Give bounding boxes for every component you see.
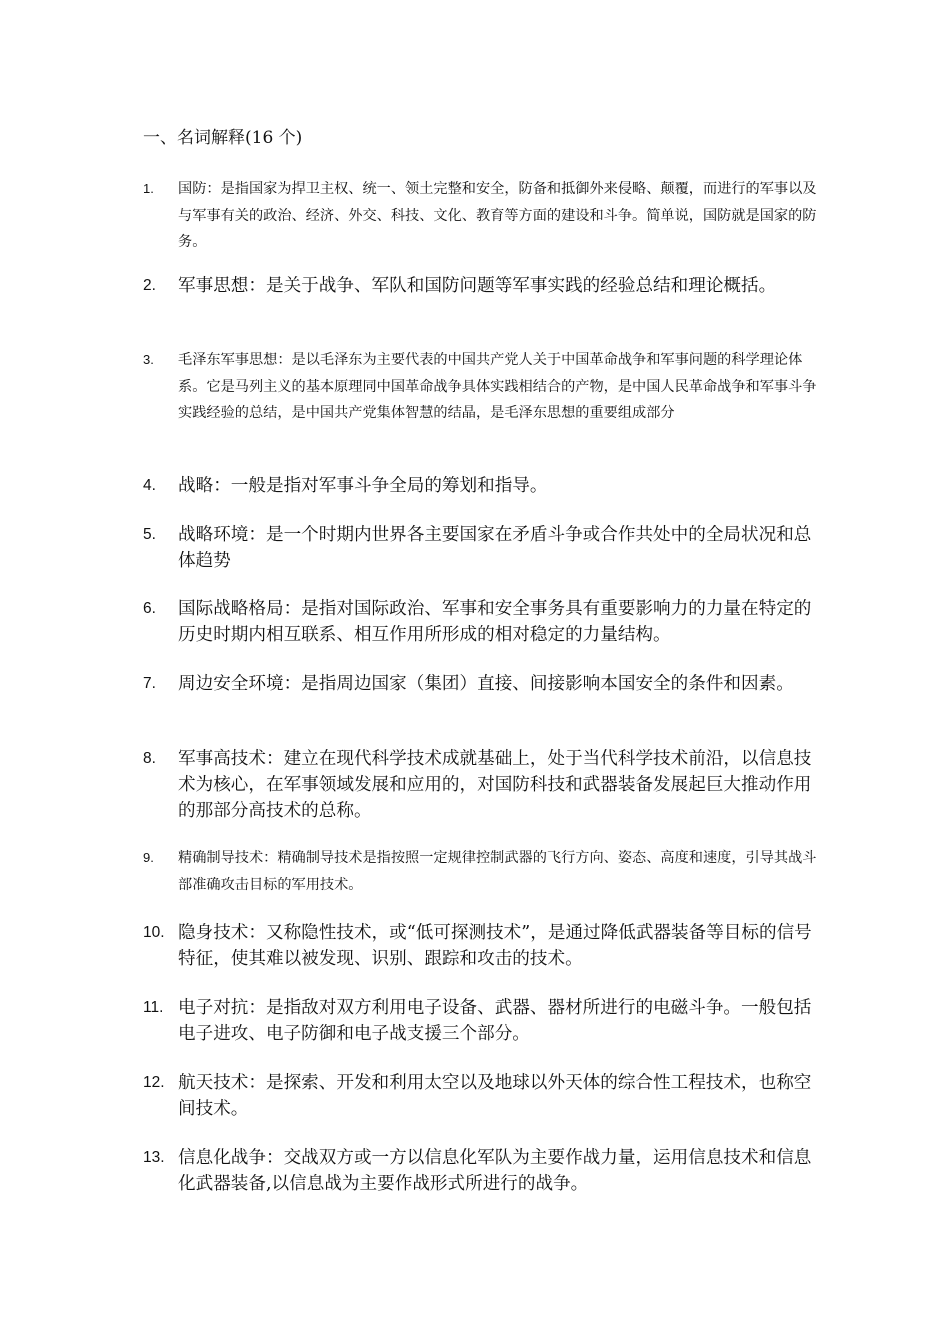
item-number: 10. <box>143 924 165 941</box>
section-heading: 一、名词解释(16 个) <box>143 128 303 148</box>
list-item <box>143 1145 823 1197</box>
item-text: 电子对抗：是指敌对双方利用电子设备、武器、器材所进行的电磁斗争。一般包括电子进攻、电子防御和电子战支援三个部分。 <box>178 998 812 1044</box>
item-number: 3. <box>143 352 154 367</box>
list-item <box>143 273 823 299</box>
item-text: 航天技术：是探索、开发和利用太空以及地球以外天体的综合性工程技术，也称空间技术。 <box>178 1073 812 1119</box>
item-text: 隐身技术：又称隐性技术，或“低可探测技术”，是通过降低武器装备等目标的信号特征，使其难以被发现、识别、跟踪和攻击的技术。 <box>178 923 812 969</box>
item-text: 军事思想：是关于战争、军队和国防问题等军事实践的经验总结和理论概括。 <box>178 276 777 296</box>
list-item <box>143 671 823 697</box>
item-number: 9. <box>143 850 154 865</box>
item-number: 1. <box>143 181 154 196</box>
item-number: 6. <box>143 600 156 617</box>
item-number: 7. <box>143 675 156 692</box>
item-text: 周边安全环境：是指周边国家（集团）直接、间接影响本国安全的条件和因素。 <box>178 674 794 694</box>
item-number: 2. <box>143 277 156 294</box>
item-number: 13. <box>143 1149 165 1166</box>
item-text: 精确制导技术：精确制导技术是指按照一定规律控制武器的飞行方向、姿态、高度和速度，引导其战斗部准确攻击目标的军用技术。 <box>178 850 817 893</box>
list-item <box>143 1070 823 1122</box>
item-number: 8. <box>143 750 156 767</box>
list-item <box>143 176 823 256</box>
list-item <box>143 920 823 972</box>
list-item <box>143 522 823 574</box>
item-text: 国际战略格局：是指对国际政治、军事和安全事务具有重要影响力的力量在特定的历史时期内相互联系、相互作用所形成的相对稳定的力量结构。 <box>178 599 812 645</box>
item-number: 12. <box>143 1074 165 1091</box>
item-text: 国防：是指国家为捍卫主权、统一、领土完整和安全，防备和抵御外来侵略、颠覆，而进行的军事以及与军事有关的政治、经济、外交、科技、文化、教育等方面的建设和斗争。简单说，国防就是国家的防务。 <box>178 181 817 250</box>
list-item <box>143 845 823 898</box>
item-number: 4. <box>143 477 156 494</box>
list-item <box>143 995 823 1047</box>
item-number: 11. <box>143 999 164 1016</box>
item-text: 军事高技术：建立在现代科学技术成就基础上，处于当代科学技术前沿，以信息技术为核心，在军事领域发展和应用的，对国防科技和武器装备发展起巨大推动作用的那部分高技术的总称。 <box>178 749 812 821</box>
item-text: 毛泽东军事思想：是以毛泽东为主要代表的中国共产党人关于中国革命战争和军事问题的科学理论体系。它是马列主义的基本原理同中国革命战争具体实践相结合的产物，是中国人民革命战争和军事斗争实践经验的总结，是中国共产党集体智慧的结晶，是毛泽东思想的重要组成部分 <box>178 352 817 421</box>
item-text: 战略环境：是一个时期内世界各主要国家在矛盾斗争或合作共处中的全局状况和总体趋势 <box>178 525 812 571</box>
list-item <box>143 596 823 648</box>
list-item <box>143 347 823 427</box>
list-item <box>143 473 823 499</box>
item-text: 信息化战争：交战双方或一方以信息化军队为主要作战力量，运用信息技术和信息化武器装备,以信息战为主要作战形式所进行的战争。 <box>178 1148 812 1194</box>
item-number: 5. <box>143 526 156 543</box>
item-text: 战略：一般是指对军事斗争全局的筹划和指导。 <box>178 476 548 496</box>
list-item <box>143 746 823 824</box>
